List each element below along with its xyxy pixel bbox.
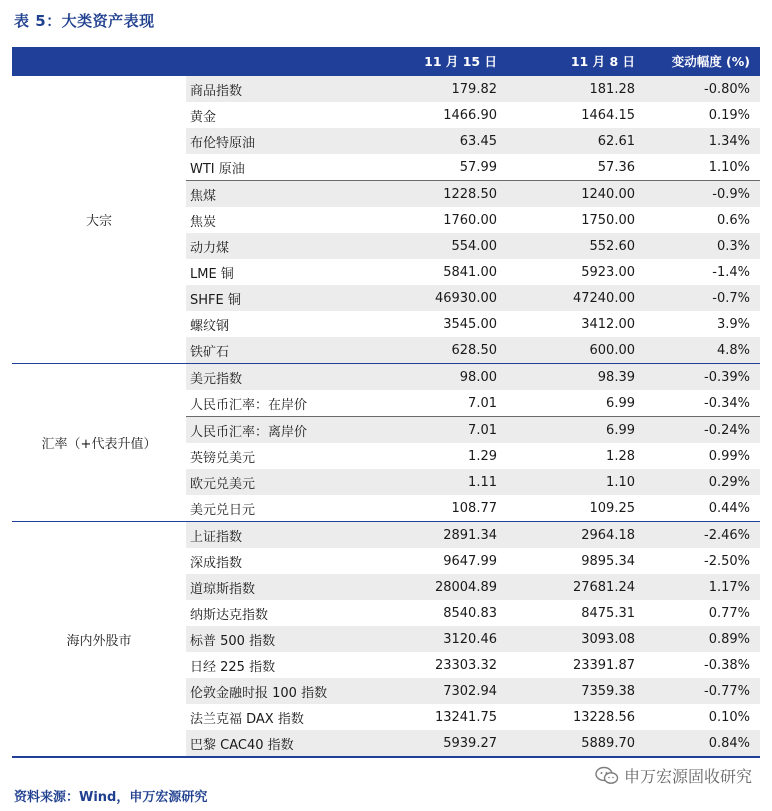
asset-name-cell: 螺纹钢 bbox=[186, 311, 362, 337]
header-nov8: 11 月 8 日 bbox=[507, 47, 645, 76]
asset-name-cell: 纳斯达克指数 bbox=[186, 600, 362, 626]
nov15-value-cell: 23303.32 bbox=[362, 652, 507, 678]
nov15-value-cell: 179.82 bbox=[362, 76, 507, 103]
change-pct-cell: -0.7% bbox=[645, 285, 760, 311]
nov8-value-cell: 57.36 bbox=[507, 154, 645, 181]
asset-name-cell: 美元兑日元 bbox=[186, 495, 362, 522]
nov8-value-cell: 109.25 bbox=[507, 495, 645, 522]
asset-name-cell: 商品指数 bbox=[186, 76, 362, 103]
nov8-value-cell: 1464.15 bbox=[507, 102, 645, 128]
nov15-value-cell: 2891.34 bbox=[362, 522, 507, 549]
change-pct-cell: 0.3% bbox=[645, 233, 760, 259]
nov15-value-cell: 3120.46 bbox=[362, 626, 507, 652]
nov15-value-cell: 7.01 bbox=[362, 417, 507, 444]
nov8-value-cell: 1240.00 bbox=[507, 181, 645, 208]
nov8-value-cell: 5923.00 bbox=[507, 259, 645, 285]
category-label: 海内外股市 bbox=[12, 522, 186, 758]
nov15-value-cell: 7.01 bbox=[362, 390, 507, 417]
nov15-value-cell: 1466.90 bbox=[362, 102, 507, 128]
nov15-value-cell: 7302.94 bbox=[362, 678, 507, 704]
nov15-value-cell: 98.00 bbox=[362, 364, 507, 391]
change-pct-cell: -2.46% bbox=[645, 522, 760, 549]
table-row bbox=[12, 364, 760, 391]
nov15-value-cell: 108.77 bbox=[362, 495, 507, 522]
nov8-value-cell: 6.99 bbox=[507, 390, 645, 417]
nov8-value-cell: 3412.00 bbox=[507, 311, 645, 337]
asset-performance-table bbox=[12, 47, 760, 758]
change-pct-cell: -2.50% bbox=[645, 548, 760, 574]
change-pct-cell: 0.77% bbox=[645, 600, 760, 626]
asset-name-cell: 人民币汇率：在岸价 bbox=[186, 390, 362, 417]
asset-name-cell: 道琼斯指数 bbox=[186, 574, 362, 600]
nov8-value-cell: 1.10 bbox=[507, 469, 645, 495]
asset-name-cell: 人民币汇率：离岸价 bbox=[186, 417, 362, 444]
change-pct-cell: 0.44% bbox=[645, 495, 760, 522]
nov8-value-cell: 23391.87 bbox=[507, 652, 645, 678]
asset-name-cell: 美元指数 bbox=[186, 364, 362, 391]
nov15-value-cell: 3545.00 bbox=[362, 311, 507, 337]
change-pct-cell: -0.80% bbox=[645, 76, 760, 103]
change-pct-cell: 0.84% bbox=[645, 730, 760, 757]
nov8-value-cell: 8475.31 bbox=[507, 600, 645, 626]
nov15-value-cell: 1228.50 bbox=[362, 181, 507, 208]
wechat-icon bbox=[595, 766, 619, 786]
asset-name-cell: 巴黎 CAC40 指数 bbox=[186, 730, 362, 757]
asset-name-cell: 上证指数 bbox=[186, 522, 362, 549]
nov8-value-cell: 47240.00 bbox=[507, 285, 645, 311]
header-name bbox=[186, 47, 362, 76]
change-pct-cell: 1.17% bbox=[645, 574, 760, 600]
header-category bbox=[12, 47, 186, 76]
change-pct-cell: -0.34% bbox=[645, 390, 760, 417]
asset-name-cell: SHFE 铜 bbox=[186, 285, 362, 311]
change-pct-cell: 0.10% bbox=[645, 704, 760, 730]
asset-name-cell: LME 铜 bbox=[186, 259, 362, 285]
change-pct-cell: -0.38% bbox=[645, 652, 760, 678]
nov15-value-cell: 628.50 bbox=[362, 337, 507, 364]
asset-name-cell: 布伦特原油 bbox=[186, 128, 362, 154]
change-pct-cell: -1.4% bbox=[645, 259, 760, 285]
nov8-value-cell: 7359.38 bbox=[507, 678, 645, 704]
nov8-value-cell: 13228.56 bbox=[507, 704, 645, 730]
nov15-value-cell: 13241.75 bbox=[362, 704, 507, 730]
change-pct-cell: 3.9% bbox=[645, 311, 760, 337]
nov15-value-cell: 5939.27 bbox=[362, 730, 507, 757]
change-pct-cell: 0.6% bbox=[645, 207, 760, 233]
change-pct-cell: -0.24% bbox=[645, 417, 760, 444]
nov15-value-cell: 57.99 bbox=[362, 154, 507, 181]
nov8-value-cell: 2964.18 bbox=[507, 522, 645, 549]
table-row bbox=[12, 76, 760, 103]
change-pct-cell: -0.77% bbox=[645, 678, 760, 704]
change-pct-cell: 1.10% bbox=[645, 154, 760, 181]
asset-name-cell: 伦敦金融时报 100 指数 bbox=[186, 678, 362, 704]
nov8-value-cell: 181.28 bbox=[507, 76, 645, 103]
asset-name-cell: 法兰克福 DAX 指数 bbox=[186, 704, 362, 730]
change-pct-cell: 0.19% bbox=[645, 102, 760, 128]
nov8-value-cell: 552.60 bbox=[507, 233, 645, 259]
nov8-value-cell: 27681.24 bbox=[507, 574, 645, 600]
nov15-value-cell: 1.11 bbox=[362, 469, 507, 495]
change-pct-cell: 0.89% bbox=[645, 626, 760, 652]
nov8-value-cell: 5889.70 bbox=[507, 730, 645, 757]
watermark-text: 申万宏源固收研究 bbox=[623, 767, 752, 786]
header-change: 变动幅度 (%) bbox=[645, 47, 760, 76]
nov15-value-cell: 5841.00 bbox=[362, 259, 507, 285]
asset-name-cell: 黄金 bbox=[186, 102, 362, 128]
watermark bbox=[595, 764, 752, 787]
asset-name-cell: 标普 500 指数 bbox=[186, 626, 362, 652]
asset-name-cell: 欧元兑美元 bbox=[186, 469, 362, 495]
nov15-value-cell: 46930.00 bbox=[362, 285, 507, 311]
header-nov15: 11 月 15 日 bbox=[362, 47, 507, 76]
asset-name-cell: 深成指数 bbox=[186, 548, 362, 574]
nov8-value-cell: 600.00 bbox=[507, 337, 645, 364]
change-pct-cell: -0.9% bbox=[645, 181, 760, 208]
category-label: 大宗 bbox=[12, 76, 186, 364]
table-body bbox=[12, 76, 760, 758]
asset-name-cell: 焦炭 bbox=[186, 207, 362, 233]
nov15-value-cell: 28004.89 bbox=[362, 574, 507, 600]
change-pct-cell: 0.29% bbox=[645, 469, 760, 495]
asset-name-cell: 英镑兑美元 bbox=[186, 443, 362, 469]
nov15-value-cell: 8540.83 bbox=[362, 600, 507, 626]
nov8-value-cell: 62.61 bbox=[507, 128, 645, 154]
nov15-value-cell: 1.29 bbox=[362, 443, 507, 469]
nov8-value-cell: 6.99 bbox=[507, 417, 645, 444]
table-header-row bbox=[12, 47, 760, 76]
nov8-value-cell: 3093.08 bbox=[507, 626, 645, 652]
nov8-value-cell: 1750.00 bbox=[507, 207, 645, 233]
nov15-value-cell: 554.00 bbox=[362, 233, 507, 259]
asset-name-cell: 铁矿石 bbox=[186, 337, 362, 364]
source-note: 资料来源：Wind，申万宏源研究 bbox=[14, 790, 208, 805]
nov15-value-cell: 9647.99 bbox=[362, 548, 507, 574]
nov15-value-cell: 63.45 bbox=[362, 128, 507, 154]
nov15-value-cell: 1760.00 bbox=[362, 207, 507, 233]
asset-name-cell: WTI 原油 bbox=[186, 154, 362, 181]
change-pct-cell: 1.34% bbox=[645, 128, 760, 154]
nov8-value-cell: 9895.34 bbox=[507, 548, 645, 574]
table-row bbox=[12, 522, 760, 549]
change-pct-cell: -0.39% bbox=[645, 364, 760, 391]
asset-name-cell: 日经 225 指数 bbox=[186, 652, 362, 678]
nov8-value-cell: 1.28 bbox=[507, 443, 645, 469]
asset-name-cell: 动力煤 bbox=[186, 233, 362, 259]
nov8-value-cell: 98.39 bbox=[507, 364, 645, 391]
table-title: 表 5：大类资产表现 bbox=[14, 12, 155, 30]
asset-name-cell: 焦煤 bbox=[186, 181, 362, 208]
change-pct-cell: 4.8% bbox=[645, 337, 760, 364]
change-pct-cell: 0.99% bbox=[645, 443, 760, 469]
category-label: 汇率（+代表升值） bbox=[12, 364, 186, 522]
